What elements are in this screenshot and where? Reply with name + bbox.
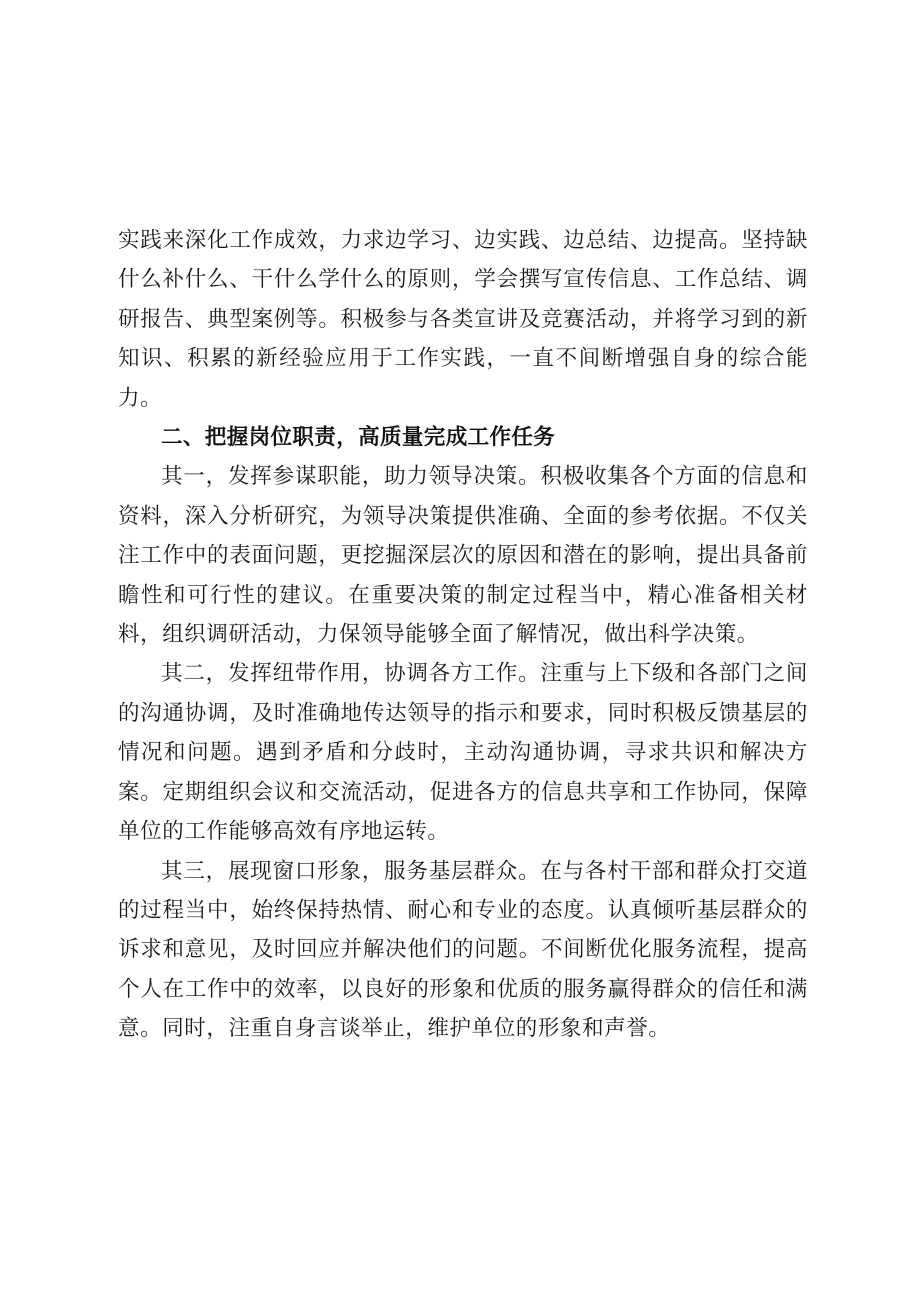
paragraph-item-1: 其一，发挥参谋职能，助力领导决策。积极收集各个方面的信息和资料，深入分析研究，为领导决策提供准确、全面的参考依据。不仅关注工作中的表面问题，更挖掘深层次的原因和潜在的影响，提出具备前瞻性和可行性的建议。在重要决策的制定过程当中，精心准备相关材料，组织调研活动，力保领导能够全面了解情况，做出科学决策。 <box>118 464 808 648</box>
document-body <box>118 221 808 1049</box>
section-heading: 二、把握岗位职责，高质量完成工作任务 <box>161 425 556 451</box>
paragraph-item-2: 其二，发挥纽带作用，协调各方工作。注重与上下级和各部门之间的沟通协调，及时准确地传达领导的指示和要求，同时积极反馈基层的情况和问题。遇到矛盾和分歧时，主动沟通协调，寻求共识和解决方案。定期组织会议和交流活动，促进各方的信息共享和工作协同，保障单位的工作能够高效有序地运转。 <box>118 661 808 845</box>
paragraph-item-3: 其三，展现窗口形象，服务基层群众。在与各村干部和群众打交道的过程当中，始终保持热情、耐心和专业的态度。认真倾听基层群众的诉求和意见，及时回应并解决他们的问题。不间断优化服务流程，提高个人在工作中的效率，以良好的形象和优质的服务赢得群众的信任和满意。同时，注重自身言谈举止，维护单位的形象和声誉。 <box>118 858 808 1042</box>
paragraph-continuation: 实践来深化工作成效，力求边学习、边实践、边总结、边提高。坚持缺什么补什么、干什么学什么的原则，学会撰写宣传信息、工作总结、调研报告、典型案例等。积极参与各类宣讲及竞赛活动，并将学习到的新知识、积累的新经验应用于工作实践，一直不间断增强自身的综合能力。 <box>118 228 808 411</box>
